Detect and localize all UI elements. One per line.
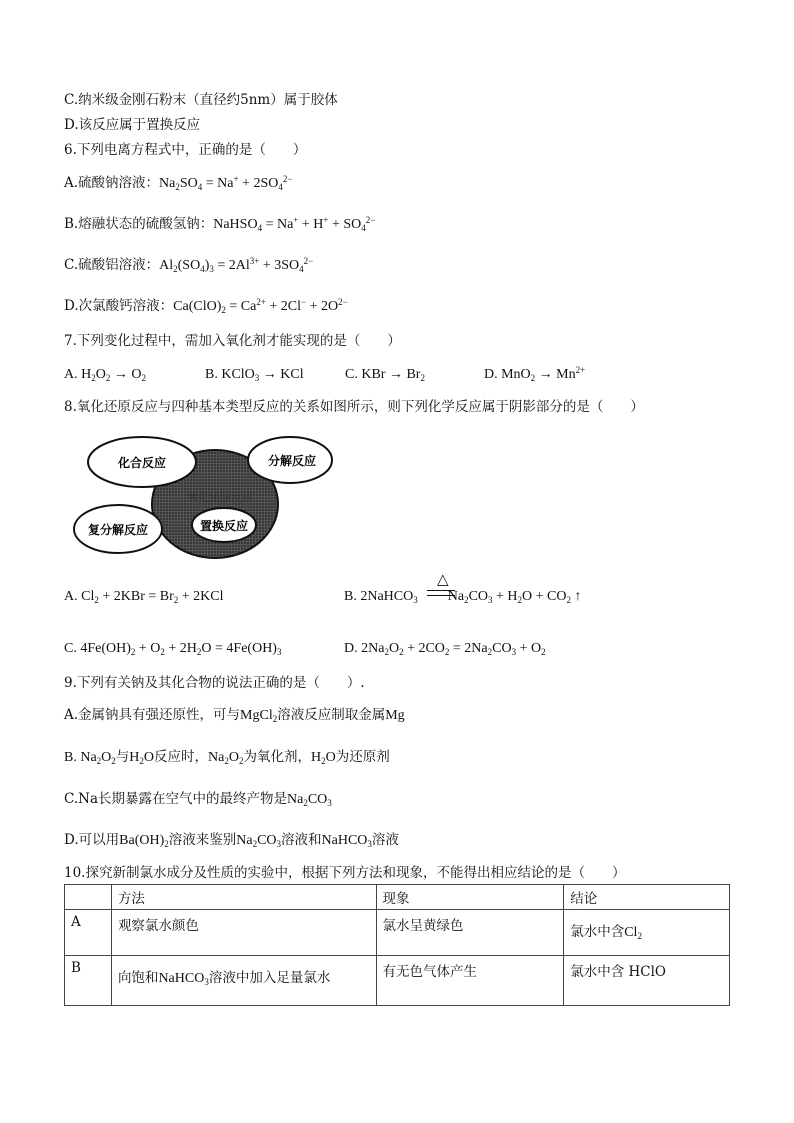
q6a-label: A.硫酸钠溶液： — [64, 175, 160, 191]
q9d-formula-2: $Na_2CO_3$ — [236, 833, 282, 849]
q9c-text-1: C.Na长期暴露在空气中的最终产物是 — [64, 791, 288, 807]
q6c-equation: $Al_2(SO_4)_3 = 2Al^{3+} + 3SO_4^{2-}$ — [159, 256, 314, 274]
q9b-text-3: 为氧化剂， — [243, 749, 311, 765]
q6d-label: D.次氯酸钙溶液： — [64, 298, 174, 314]
q6b-label: B.熔融状态的硫酸氢钠： — [64, 216, 214, 232]
q6-option-b — [64, 215, 375, 234]
q10-table — [64, 884, 730, 1006]
q9-option-a — [64, 706, 405, 725]
q7-stem: 7.下列变化过程中，需加入氧化剂才能实现的是（ ） — [64, 333, 401, 349]
q9b-text-2: 反应时， — [154, 749, 209, 765]
table-cell: 观察氯水颜色 — [111, 910, 376, 956]
q9b-formula-3: $Na_2O_2$ — [208, 750, 244, 766]
q9d-text-2: 溶液来鉴别 — [168, 832, 237, 848]
q9c-formula: $Na_2CO_3$ — [287, 792, 332, 808]
q9-option-b — [64, 748, 390, 767]
table-cell: B — [65, 956, 112, 1006]
table-header-row — [65, 885, 730, 910]
table-header-cell: 方法 — [111, 885, 376, 910]
q9-stem: 9.下列有关钠及其化合物的说法正确的是（ ）. — [64, 675, 365, 691]
q6a-equation: $Na_2SO_4 = Na^+ + 2SO_4^{2-}$ — [159, 174, 293, 192]
table-cell: A — [65, 910, 112, 956]
table-header-cell — [65, 885, 112, 910]
q7-option-c: C. KBr → $Br_2$ — [345, 367, 425, 383]
table-cell — [564, 910, 730, 956]
redox-label: 氧化还原反应 — [187, 491, 253, 504]
q9a-formula-1: MgCl$_2$ — [240, 708, 278, 724]
q6-stem: 6.下列电离方程式中，正确的是（ ） — [64, 142, 307, 158]
table-header-cell: 现象 — [376, 885, 564, 910]
table-cell: 氯水呈黄绿色 — [376, 910, 564, 956]
q7-option-d: D. $MnO_2 \to Mn^{2+}$ — [484, 365, 586, 383]
q9b-formula-4: $H_2O$ — [311, 750, 336, 766]
q9b-formula-1: B. $Na_2O_2$ — [64, 750, 116, 766]
q5-option-c: C.纳米级金刚石粉末（直径约5nm）属于胶体 — [64, 92, 338, 108]
method-text-2: 溶液中加入足量氯水 — [208, 970, 331, 986]
combination-label: 化合反应 — [117, 456, 167, 470]
q5-option-d: D.该反应属于置换反应 — [64, 117, 201, 133]
q9-option-d — [64, 831, 399, 850]
table-row — [65, 910, 730, 956]
q6d-equation: $Ca(ClO)_2 = Ca^{2+} + 2Cl^- + 2O^{2-}$ — [173, 297, 348, 315]
table-header-cell: 结论 — [564, 885, 730, 910]
q7-option-b: B. KClO$_3$ → KCl — [205, 367, 304, 383]
q6-option-d — [64, 297, 348, 316]
table-cell — [111, 956, 376, 1006]
heat-symbol: △ — [437, 572, 449, 588]
q9d-text-3: 溶液和 — [281, 832, 322, 848]
q8-stem: 8.氧化还原反应与四种基本类型反应的关系如图所示，则下列化学反应属于阴影部分的是（ ） — [64, 399, 644, 415]
reaction-type-diagram — [70, 428, 340, 563]
q6c-label: C.硫酸铝溶液： — [64, 257, 160, 273]
q8-option-b: B. 2NaHCO$_3$ $Na_2CO_3 + H_2O + CO_2$ ↑ — [344, 589, 582, 605]
q9b-text-4: 为还原剂 — [335, 749, 390, 765]
q9a-formula-2: Mg — [385, 708, 405, 723]
q9a-text-2: 溶液反应制取金属 — [277, 707, 386, 723]
q6-option-c — [64, 256, 313, 275]
q8-option-c: C. $4Fe(OH)_2 + O_2 + 2H_2O = 4Fe(OH)_3$ — [64, 641, 282, 657]
method-text-1: 向饱和 — [117, 970, 159, 986]
table-row — [65, 956, 730, 1006]
q9b-text-1: 与 — [115, 749, 130, 765]
conclusion-text: 氯水中含 — [570, 924, 625, 940]
q10-stem: 10.探究新制氯水成分及性质的实验中，根据下列方法和现象，不能得出相应结论的是（ ） — [64, 865, 626, 881]
q9b-formula-2: $H_2O$ — [129, 750, 155, 766]
q8-option-d: D. $2Na_2O_2 + 2CO_2 = 2Na_2CO_3 + O_2$ — [344, 641, 546, 657]
q9d-formula-3: NaHCO$_3$ — [321, 833, 372, 849]
q6-option-a — [64, 174, 292, 193]
method-formula: NaHCO$_3$ — [158, 971, 209, 987]
q6b-equation: NaHSO$_4$ = $Na^+ + H^+ + SO_4^{2-}$ — [213, 215, 376, 233]
q7-option-a: A. $H_2O_2 \to O_2$ — [64, 367, 146, 383]
double-displacement-label: 复分解反应 — [87, 523, 149, 537]
q8-option-a: A. $Cl_2 + 2KBr = Br_2 + 2KCl$ — [64, 589, 224, 605]
table-cell: 氯水中含 HClO — [564, 956, 730, 1006]
q9-option-c — [64, 790, 332, 809]
q9a-text-1: A.金属钠具有强还原性，可与 — [64, 707, 241, 723]
q9d-text-4: 溶液 — [371, 832, 399, 848]
displacement-label: 置换反应 — [199, 519, 249, 533]
table-cell: 有无色气体产生 — [376, 956, 564, 1006]
conclusion-formula: $Cl_2$ — [624, 925, 642, 941]
q9d-formula-1: $Ba(OH)_2$ — [119, 833, 169, 849]
q9d-text-1: D.可以用 — [64, 832, 120, 848]
decomposition-label: 分解反应 — [267, 454, 317, 468]
